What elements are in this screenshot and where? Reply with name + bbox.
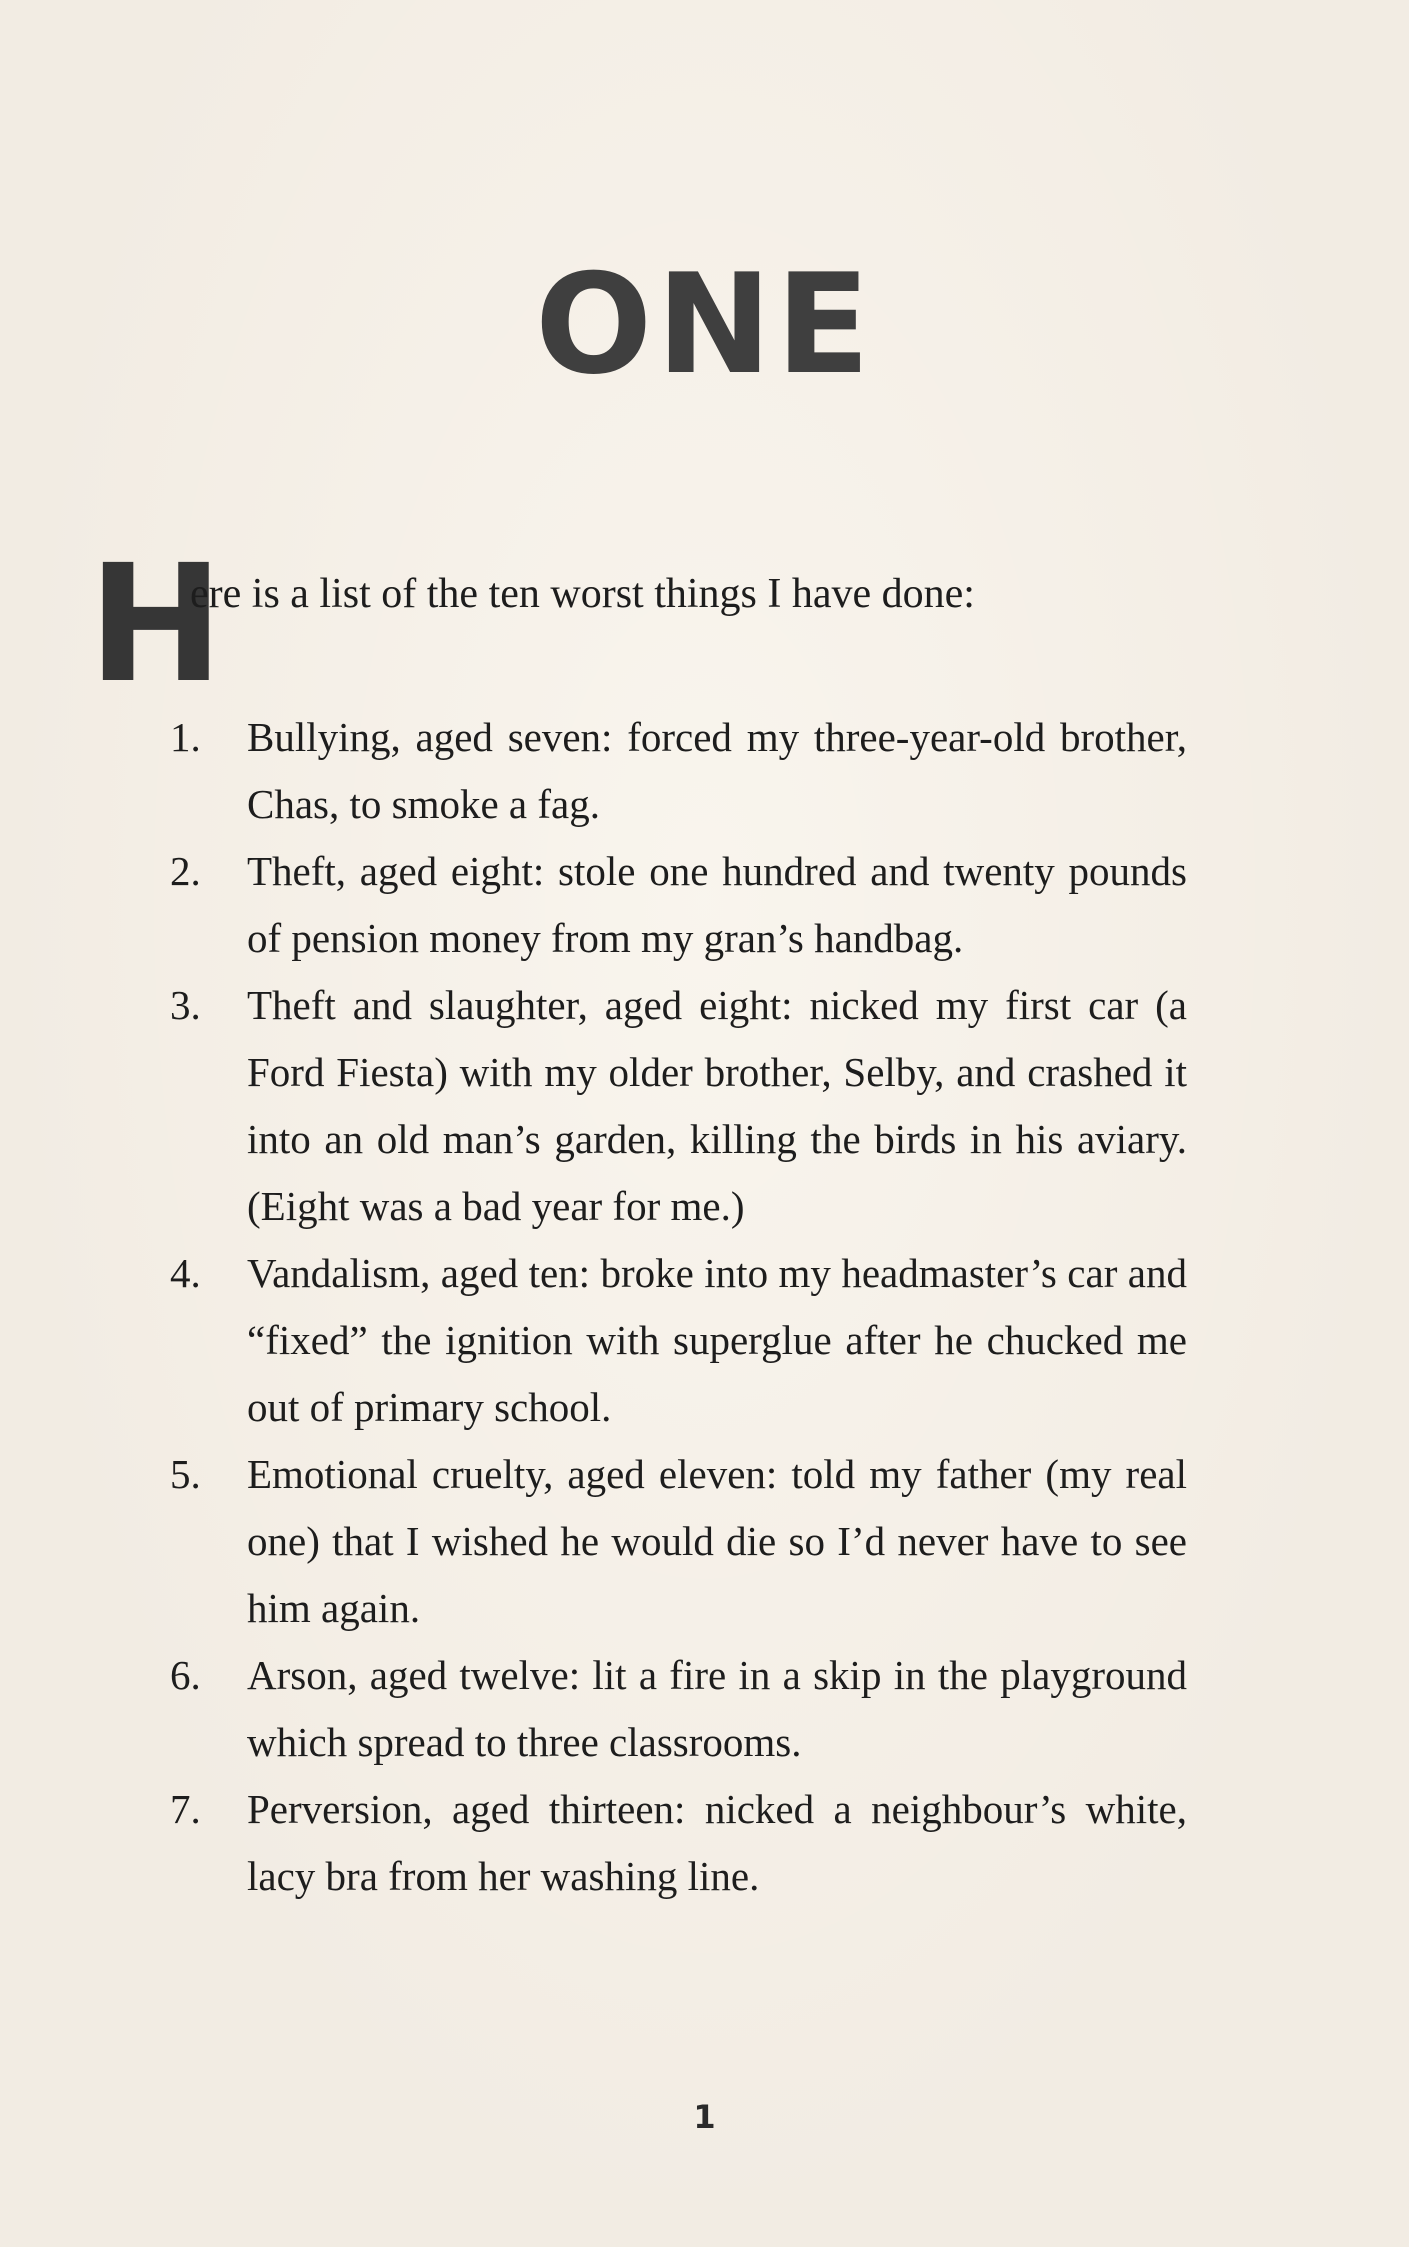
intro-text: ere is a list of the ten worst things I have done: xyxy=(190,571,975,617)
list-item-text: Emotional cruelty, aged eleven: told my father (my real one) that I wished he would die so I’d never have to see him again. xyxy=(247,1451,1187,1631)
list-item-number: 1. xyxy=(170,714,201,760)
list-item-text: Theft, aged eight: stole one hundred and twenty pounds of pension money from my gran’s handbag. xyxy=(247,848,1187,961)
list-item xyxy=(170,838,1190,972)
intro-paragraph xyxy=(88,531,1188,719)
list-item xyxy=(170,1642,1190,1776)
list-item-number: 7. xyxy=(170,1786,201,1832)
list-item xyxy=(170,1441,1190,1642)
list-item-text: Theft and slaughter, aged eight: nicked my first car (a Ford Fiesta) with my older brother, Selby, and crashed it into an old man’s garden, killing the birds in his aviary. (Eight was a bad year for me.) xyxy=(247,982,1187,1229)
list-item-number: 5. xyxy=(170,1451,201,1497)
list-item-number: 4. xyxy=(170,1250,201,1296)
worst-things-list xyxy=(170,704,1190,1910)
list-item-text: Vandalism, aged ten: broke into my headmaster’s car and “fixed” the ignition with superglue after he chucked me out of primary school. xyxy=(247,1250,1187,1430)
list-item xyxy=(170,704,1190,838)
chapter-title: ONE xyxy=(534,244,875,405)
drop-cap: H xyxy=(88,531,224,719)
page-number: 1 xyxy=(693,2098,716,2136)
list-item xyxy=(170,972,1190,1240)
list-item xyxy=(170,1240,1190,1441)
list-item xyxy=(170,1776,1190,1910)
list-item-text: Bullying, aged seven: forced my three-year-old brother, Chas, to smoke a fag. xyxy=(247,714,1187,827)
list-item-text: Arson, aged twelve: lit a fire in a skip in the playground which spread to three classrooms. xyxy=(247,1652,1187,1765)
list-item-text: Perversion, aged thirteen: nicked a neighbour’s white, lacy bra from her washing line. xyxy=(247,1786,1187,1899)
list-item-number: 3. xyxy=(170,982,201,1028)
list-item-number: 6. xyxy=(170,1652,201,1698)
list-item-number: 2. xyxy=(170,848,201,894)
